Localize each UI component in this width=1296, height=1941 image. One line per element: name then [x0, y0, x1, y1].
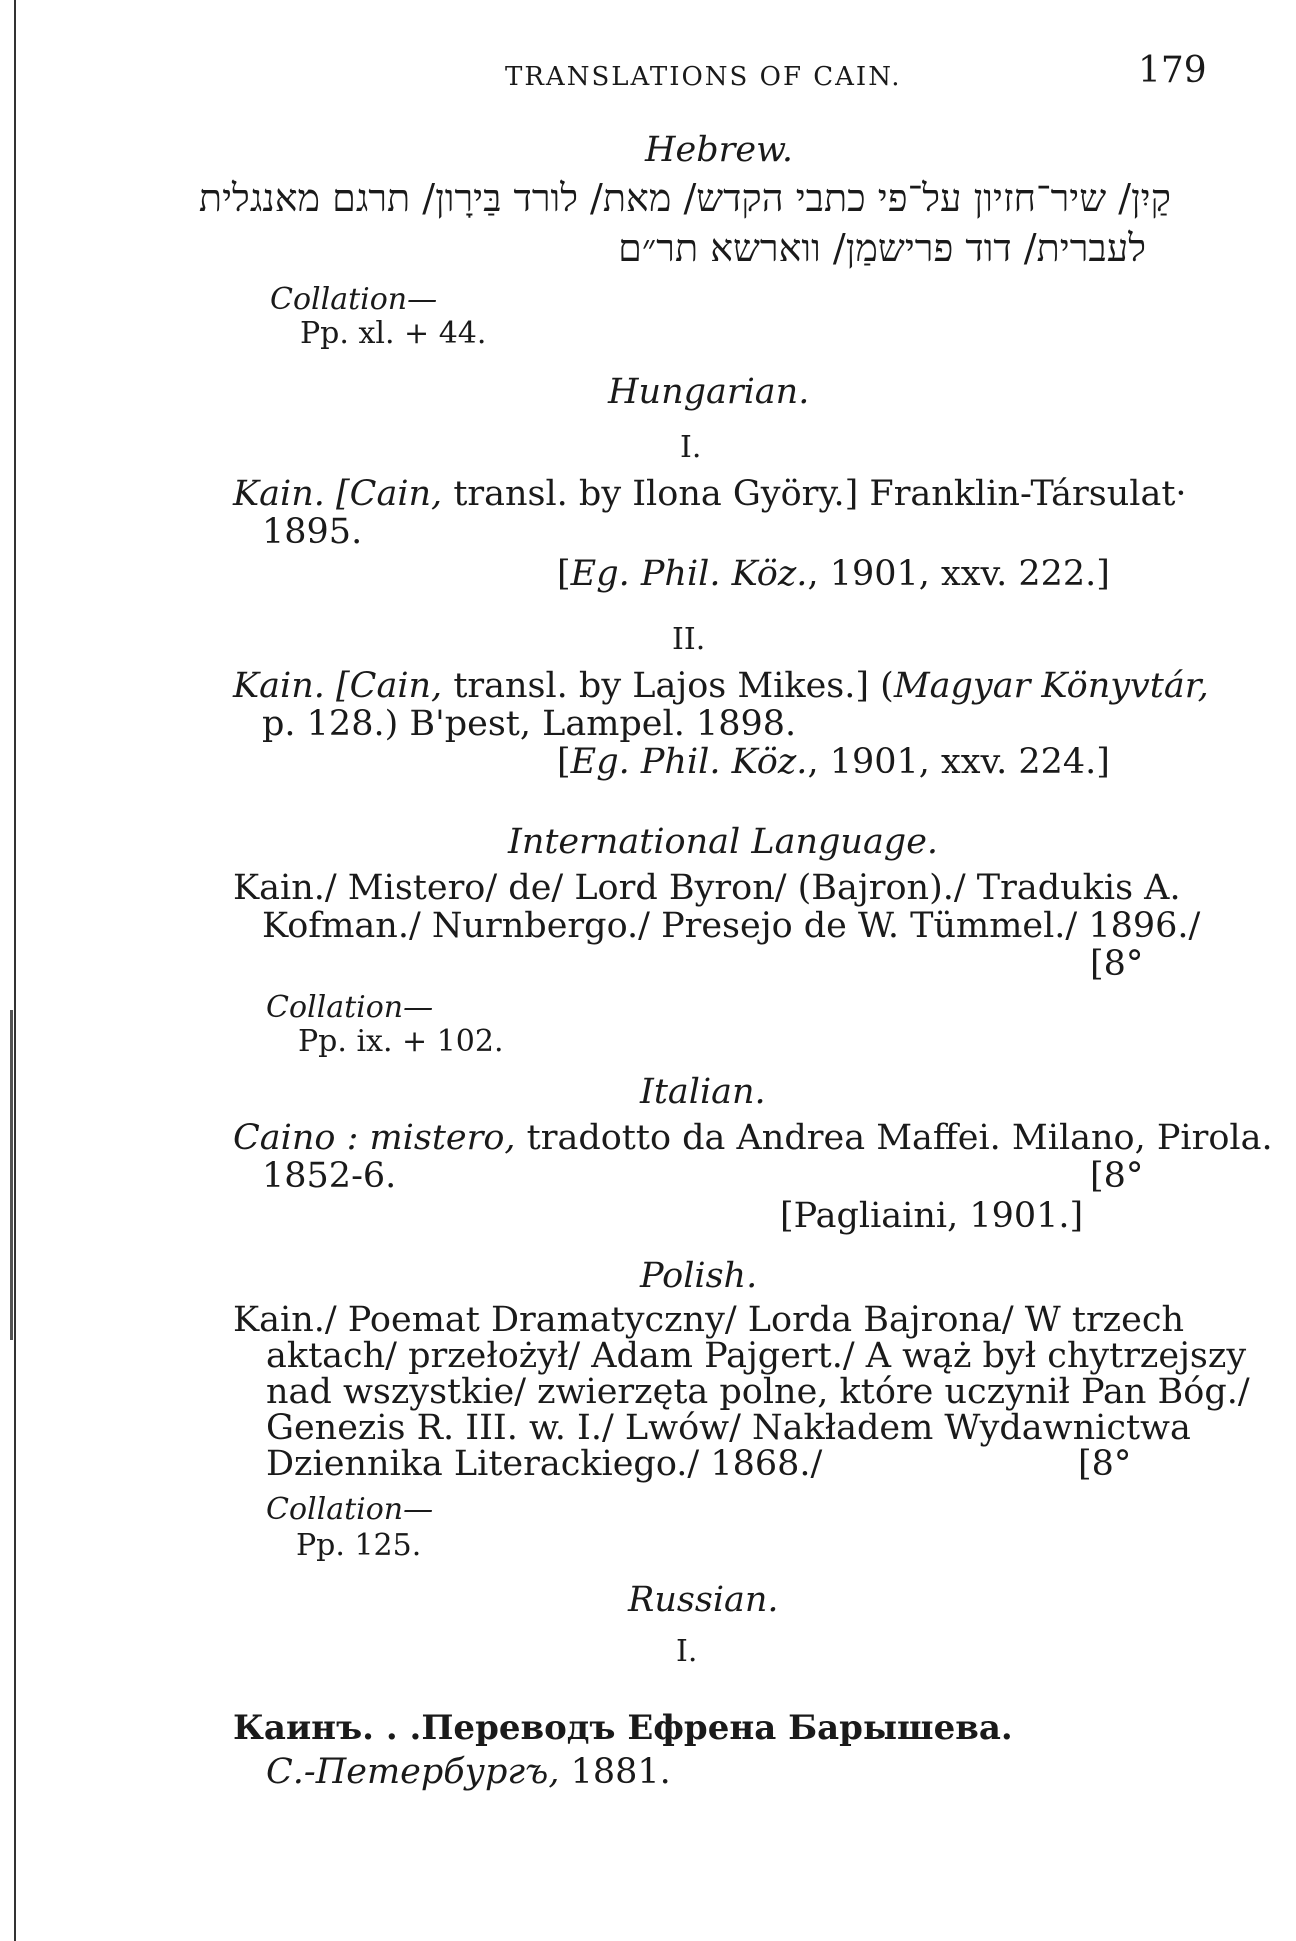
- collation-value-polish: Pp. 125.: [296, 1528, 422, 1563]
- hungarian-entry-i-year: 1895.: [262, 512, 363, 552]
- international-line-2: Kofman./ Nurnbergo./ Presejo de W. Tümmel./ 1896./: [262, 906, 1201, 946]
- page-edge-shadow: [10, 1010, 13, 1340]
- running-header: TRANSLATIONS OF CAIN.: [505, 62, 902, 92]
- section-heading-international: International Language.: [508, 822, 939, 862]
- entry-bracket-title: [Cain,: [336, 474, 443, 514]
- section-heading-italian: Italian.: [640, 1072, 766, 1112]
- entry-title: Kain.: [233, 474, 325, 514]
- journal-title: Eg. Phil. Köz.: [570, 742, 808, 782]
- entry-number-i: I.: [680, 430, 702, 465]
- polish-line-5: Dziennika Literackiego./ 1868./: [266, 1444, 823, 1484]
- entry-details: transl. by Lajos Mikes.] (: [442, 666, 894, 706]
- russian-line-2: [266, 1752, 671, 1792]
- hungarian-entry-ii-reference: [557, 742, 1110, 782]
- entry-number-ii: II.: [672, 622, 706, 657]
- hebrew-line-2: לעברית/ דוד פרישמַן/ ווארשא תר״ם: [618, 226, 1146, 270]
- bracket-open: [: [557, 742, 571, 782]
- polish-line-1: Kain./ Poemat Dramatyczny/ Lorda Bajrona/ W trzech: [233, 1300, 1184, 1340]
- hungarian-entry-ii-line-2: p. 128.) B'pest, Lampel. 1898.: [262, 704, 797, 744]
- entry-number-i: I.: [676, 1634, 698, 1669]
- format-size: [8°: [1090, 944, 1144, 984]
- hebrew-line-1: קַיִן/ שיר־חזיון על־פי כתבי הקדש/ מאת/ לורד בַּירָון/ תרגם מאנגלית: [198, 176, 1171, 220]
- section-heading-hungarian: Hungarian.: [608, 372, 810, 412]
- entry-bracket-title: [Cain,: [336, 666, 443, 706]
- entry-title: Caino : mistero,: [233, 1118, 516, 1158]
- russian-line-1: Каинъ. . .Переводъ Ефрена Барышева.: [233, 1708, 1013, 1748]
- series-title: Magyar Könyvtár,: [893, 666, 1209, 706]
- place-of-publication: С.-Петербургъ,: [266, 1752, 560, 1792]
- entry-details: transl. by Ilona Györy.] Franklin-Társulat·: [442, 474, 1187, 514]
- collation-label-hebrew: Collation—: [270, 282, 438, 317]
- italian-line-1: [233, 1118, 1273, 1158]
- entry-title: Kain.: [233, 666, 325, 706]
- page-number: 179: [1138, 50, 1207, 91]
- hungarian-entry-i-line-1: [233, 474, 1187, 514]
- reference-details: , 1901, xxv. 222.]: [807, 554, 1110, 594]
- polish-line-2: aktach/ przełożył/ Adam Pajgert./ A wąż był chytrzejszy: [266, 1336, 1247, 1376]
- reference-details: , 1901, xxv. 224.]: [807, 742, 1110, 782]
- journal-title: Eg. Phil. Köz.: [570, 554, 808, 594]
- polish-line-3: nad wszystkie/ zwierzęta polne, które uczynił Pan Bóg./: [266, 1372, 1250, 1412]
- page-edge-line: [14, 0, 16, 1941]
- italian-reference: [Pagliaini, 1901.]: [780, 1196, 1084, 1236]
- italian-line-2: 1852-6.: [262, 1156, 397, 1196]
- format-size: [8°: [1090, 1156, 1144, 1196]
- section-heading-russian: Russian.: [628, 1580, 779, 1620]
- section-heading-hebrew: Hebrew.: [645, 130, 794, 170]
- international-line-1: Kain./ Mistero/ de/ Lord Byron/ (Bajron)./ Tradukis A.: [233, 868, 1181, 908]
- hungarian-entry-i-reference: [557, 554, 1110, 594]
- hungarian-entry-ii-line-1: [233, 666, 1209, 706]
- polish-line-4: Genezis R. III. w. I./ Lwów/ Nakładem Wydawnictwa: [266, 1408, 1191, 1448]
- collation-label-international: Collation—: [266, 990, 434, 1025]
- format-size: [8°: [1078, 1444, 1132, 1484]
- publication-year: 1881.: [559, 1752, 671, 1792]
- collation-value-international: Pp. ix. + 102.: [298, 1024, 504, 1059]
- entry-details: tradotto da Andrea Maffei. Milano, Pirola.: [515, 1118, 1273, 1158]
- bracket-open: [: [557, 554, 571, 594]
- collation-label-polish: Collation—: [266, 1492, 434, 1527]
- section-heading-polish: Polish.: [640, 1256, 758, 1296]
- collation-value-hebrew: Pp. xl. + 44.: [300, 316, 487, 351]
